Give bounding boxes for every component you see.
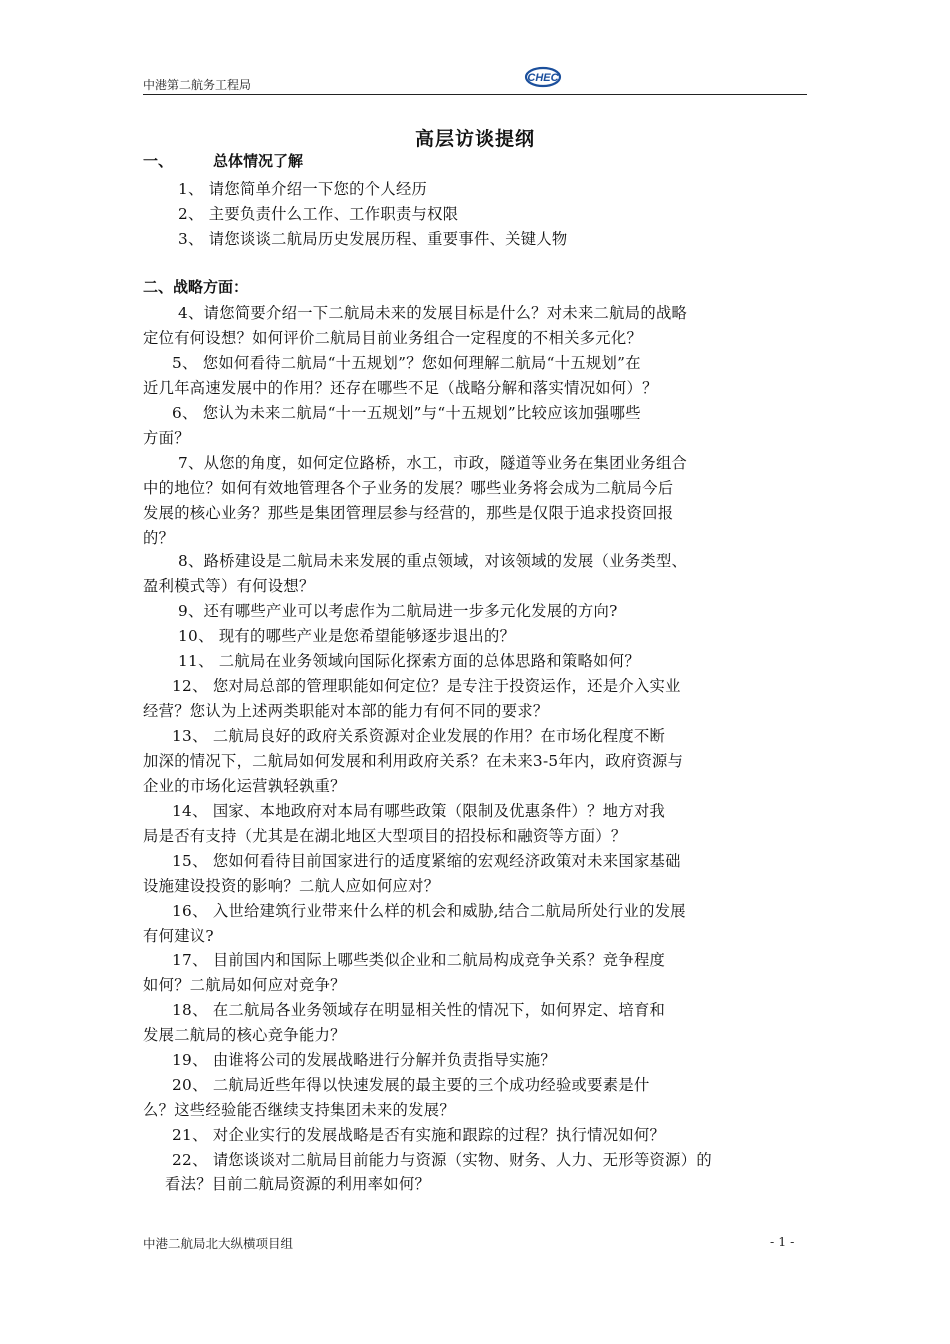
question-line: 的？	[143, 529, 175, 547]
question-line: 14、 国家、本地政府对本局有哪些政策（限制及优惠条件）？地方对我	[172, 802, 666, 820]
section1-title: 总体情况了解	[213, 152, 304, 170]
question-line: 11、 二航局在业务领域向国际化探索方面的总体思路和策略如何？	[178, 652, 640, 670]
question-line: 12、 您对局总部的管理职能如何定位？是专注于投资运作，还是介入实业	[172, 677, 681, 695]
question-line: 7、从您的角度，如何定位路桥，水工，市政，隧道等业务在集团业务组合	[178, 454, 688, 472]
question-line: 有何建议?	[143, 927, 214, 945]
question-line: 18、 在二航局各业务领域存在明显相关性的情况下，如何界定、培育和	[172, 1001, 666, 1019]
question-line: 6、 您认为未来二航局“十一五规划”与“十五规划”比较应该加强哪些	[172, 404, 641, 422]
question-line: 看法？目前二航局资源的利用率如何？	[165, 1175, 431, 1193]
question-line: 么？这些经验能否继续支持集团未来的发展？	[143, 1101, 455, 1119]
question-line: 方面？	[143, 429, 190, 447]
question-line: 定位有何设想？如何评价二航局目前业务组合一定程度的不相关多元化？	[143, 329, 643, 347]
question-line: 5、 您如何看待二航局“十五规划”？您如何理解二航局“十五规划”在	[172, 354, 641, 372]
question-line: 局是否有支持（尤其是在湖北地区大型项目的招投标和融资等方面）？	[143, 827, 627, 845]
section1-number: 一、	[143, 152, 174, 170]
question-line: 经营？您认为上述两类职能对本部的能力有何不同的要求？	[143, 702, 549, 720]
question-line: 中的地位？如何有效地管理各个子业务的发展？哪些业务将会成为二航局今后	[143, 479, 674, 497]
logo-text: CHEC	[527, 72, 559, 84]
page-header	[143, 68, 807, 95]
question-line: 19、 由谁将公司的发展战略进行分解并负责指导实施？	[172, 1051, 556, 1069]
question-line: 21、 对企业实行的发展战略是否有实施和跟踪的过程？执行情况如何？	[172, 1126, 666, 1144]
question-line: 发展的核心业务？那些是集团管理层参与经营的，那些是仅限于追求投资回报	[143, 504, 674, 522]
question-line: 22、 请您谈谈对二航局目前能力与资源（实物、财务、人力、无形等资源）的	[172, 1151, 712, 1169]
chec-logo-icon	[523, 65, 563, 89]
question-line: 4、请您简要介绍一下二航局未来的发展目标是什么？对未来二航局的战略	[178, 304, 688, 322]
section1-item: 1、 请您简单介绍一下您的个人经历	[178, 180, 428, 198]
question-line: 10、 现有的哪些产业是您希望能够逐步退出的？	[178, 627, 516, 645]
section2-title: 二、战略方面：	[143, 278, 249, 296]
question-line: 16、 入世给建筑行业带来什么样的机会和威胁,结合二航局所处行业的发展	[172, 902, 686, 920]
section1-item: 3、 请您谈谈二航局历史发展历程、重要事件、关键人物	[178, 230, 568, 248]
question-line: 企业的市场化运营孰轻孰重？	[143, 777, 346, 795]
question-line: 发展二航局的核心竞争能力？	[143, 1026, 346, 1044]
header-org-name: 中港第二航务工程局	[143, 78, 252, 92]
section1-item: 2、 主要负责什么工作、工作职责与权限	[178, 205, 459, 223]
footer-project-group: 中港二航局北大纵横项目组	[143, 1236, 294, 1251]
question-line: 加深的情况下，二航局如何发展和利用政府关系？在未来3-5年内，政府资源与	[143, 752, 684, 770]
question-line: 8、路桥建设是二航局未来发展的重点领域，对该领域的发展（业务类型、	[178, 552, 688, 570]
footer-page-number: - 1 -	[770, 1234, 795, 1249]
question-line: 15、 您如何看待目前国家进行的适度紧缩的宏观经济政策对未来国家基础	[172, 852, 681, 870]
question-line: 20、 二航局近些年得以快速发展的最主要的三个成功经验或要素是什	[172, 1076, 650, 1094]
question-line: 盈利模式等）有何设想？	[143, 577, 315, 595]
question-line: 9、还有哪些产业可以考虑作为二航局进一步多元化发展的方向?	[178, 602, 618, 620]
question-line: 13、 二航局良好的政府关系资源对企业发展的作用？在市场化程度不断	[172, 727, 666, 745]
page-title: 高层访谈提纲	[414, 128, 535, 150]
question-line: 设施建设投资的影响？二航人应如何应对？	[143, 877, 440, 895]
question-line: 近几年高速发展中的作用？还存在哪些不足（战略分解和落实情况如何）？	[143, 379, 658, 397]
question-line: 如何？二航局如何应对竞争？	[143, 976, 346, 994]
question-line: 17、 目前国内和国际上哪些类似企业和二航局构成竞争关系？竞争程度	[172, 951, 666, 969]
